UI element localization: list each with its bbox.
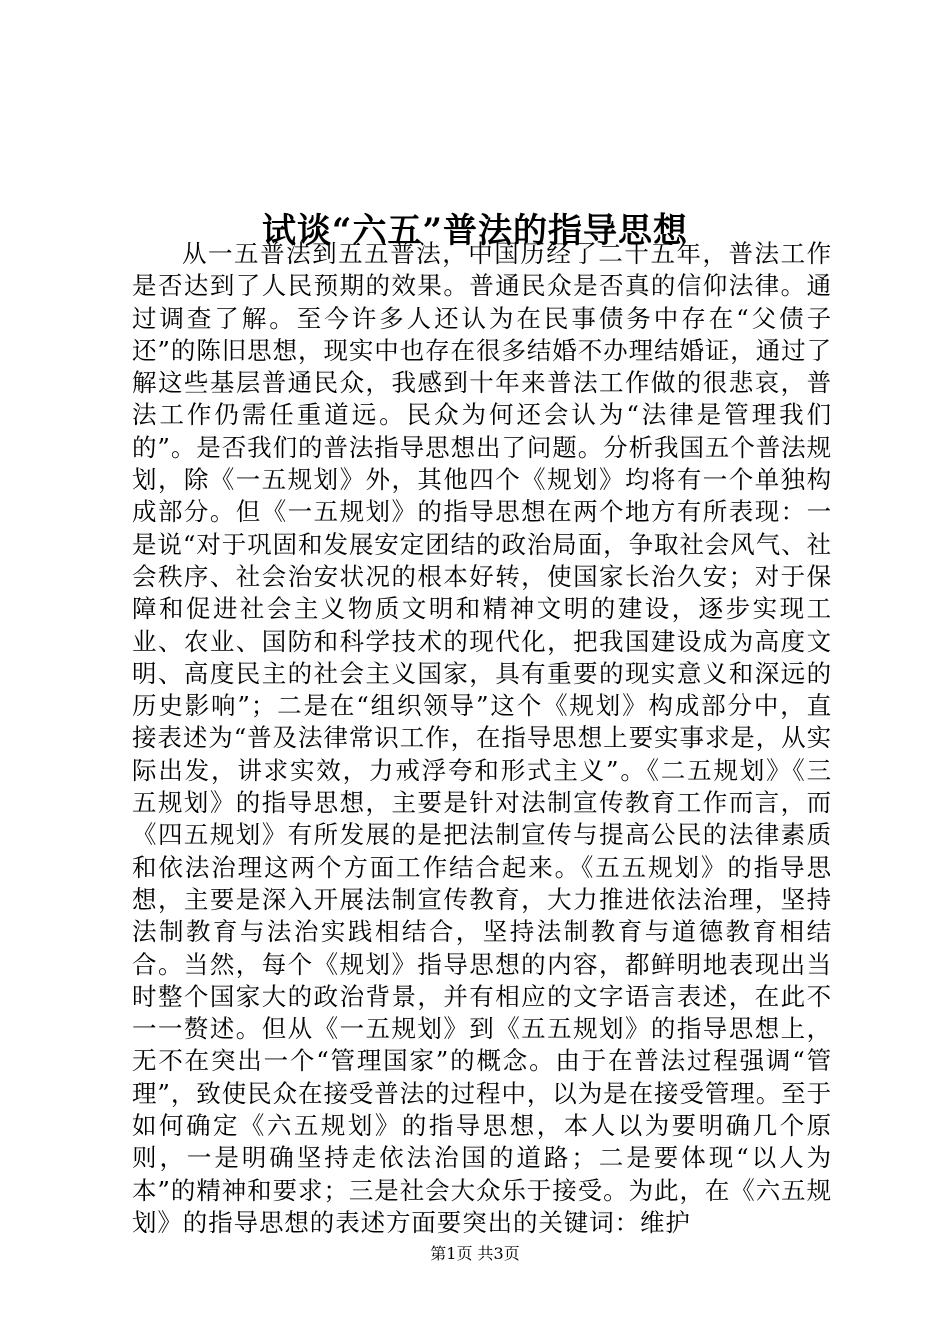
body-paragraph: 从一五普法到五五普法，中国历经了二十五年，普法工作是否达到了人民预期的效果。普通民众是否真的信仰法律。通过调查了解。至今许多人还认为在民事债务中存在“父债子还”的陈旧思想，现实中也存在很多结婚不办理结婚证，通过了解这些基层普通民众，我感到十年来普法工作做的很悲哀，普法工作仍需任重道远。民众为何还会认为“法律是管理我们的”。是否我们的普法指导思想出了问题。分析我国五个普法规划，除《一五规划》外，其他四个《规划》均将有一个单独构成部分。但《一五规划》的指导思想在两个地方有所表现：一是说“对于巩固和发展安定团结的政治局面，争取社会风气、社会秩序、社会治安状况的根本好转，使国家长治久安；对于保障和促进社会主义物质文明和精神文明的建设，逐步实现工业、农业、国防和科学技术的现代化，把我国建设成为高度文明、高度民主的社会主义国家，具有重要的现实意义和深远的历史影响”；二是在“组织领导”这个《规划》构成部分中，直接表述为“普及法律常识工作，在指导思想上要实事求是，从实际出发，讲求实效，力戒浮夸和形式主义”。《二五规划》《三五规划》的指导思想，主要是针对法制宣传教育工作而言，而《四五规划》有所发展的是把法制宣传与提高公民的法律素质和依法治理这两个方面工作结合起来。《五五规划》的指导思想，主要是深入开展法制宣传教育，大力推进依法治理，坚持法制教育与法治实践相结合，坚持法制教育与道德教育相结合。当然，每个《规划》指导思想的内容，都鲜明地表现出当时整个国家大的政治背景，并有相应的文字语言表述，在此不一一赘述。但从《一五规划》到《五五规划》的指导思想上，无不在突出一个“管理国家”的概念。由于在普法过程强调“管理”，致使民众在接受普法的过程中，以为是在接受管理。至于如何确定《六五规划》的指导思想，本人以为要明确几个原则，一是明确坚持走依法治国的道路；二是要体现“以人为本”的精神和要求；三是社会大众乐于接受。为此，在《六五规划》的指导思想的表述方面要突出的关键词：维护 [132,239,832,1237]
document-title: 试谈“六五”普法的指导思想 [261,210,689,251]
page-footer: 第1页 共3页 [430,1244,520,1263]
